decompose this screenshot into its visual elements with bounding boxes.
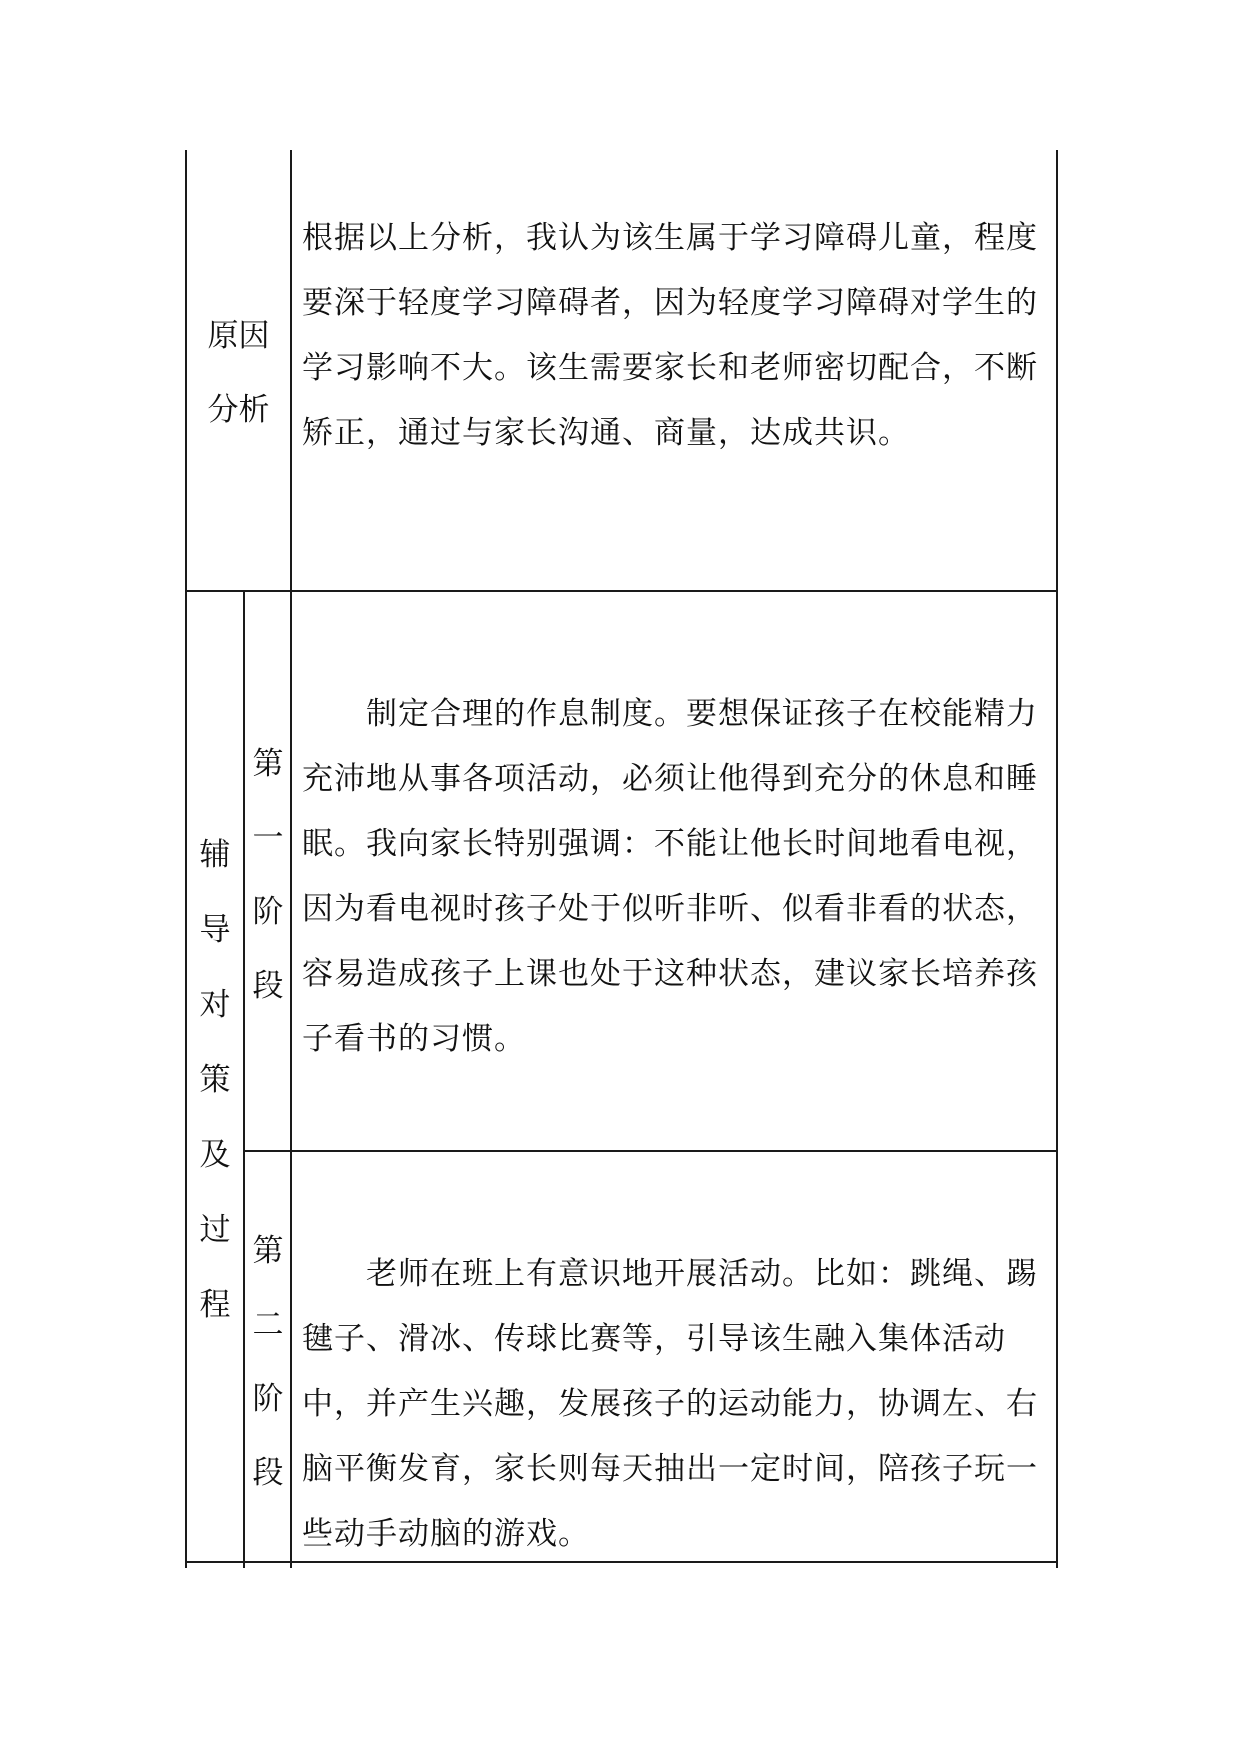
stage2-char-3: 阶: [252, 1381, 284, 1417]
guidance-char-4: 策: [199, 1062, 231, 1098]
row-divider-1: [185, 590, 1058, 592]
stage2-char-2: 二: [252, 1307, 284, 1343]
label-column-divider: [290, 150, 292, 1568]
stage1-char-3: 阶: [252, 894, 284, 930]
cause-analysis-content: 根据以上分析，我认为该生属于学习障碍儿童，程度要深于轻度学习障碍者，因为轻度学习障碍对学生的学习影响不大。该生需要家长和老师密切配合，不断矫正，通过与家长沟通、商量，达成共识。: [302, 220, 1038, 451]
cause-analysis-label: [187, 299, 290, 447]
guidance-char-6: 过: [199, 1212, 231, 1248]
guidance-char-3: 对: [199, 987, 231, 1023]
cause-analysis-label-line2: 分析: [207, 392, 270, 428]
stage2-content: 老师在班上有意识地开展活动。比如：跳绳、踢毽子、滑冰、传球比赛等，引导该生融入集体活动中，并产生兴趣，发展孩子的运动能力，协调左、右脑平衡发育，家长则每天抽出一定时间，陪孩子玩一些动手动脑的游戏。: [302, 1256, 1038, 1552]
stage1-label: [246, 727, 290, 1023]
cause-analysis-label-line1: 原因: [207, 318, 270, 354]
guidance-char-5: 及: [199, 1137, 231, 1173]
stage1-char-2: 一: [252, 820, 284, 856]
guidance-char-7: 程: [199, 1287, 231, 1323]
stage2-label: [246, 1214, 290, 1510]
stage1-char-1: 第: [252, 746, 284, 782]
row-divider-stage: [243, 1150, 1058, 1152]
stage2-char-4: 段: [252, 1455, 284, 1491]
guidance-strategy-label: [193, 818, 237, 1343]
table-right-border: [1056, 150, 1058, 1568]
guidance-char-2: 导: [199, 912, 231, 948]
stage1-char-4: 段: [252, 968, 284, 1004]
stage2-char-1: 第: [252, 1233, 284, 1269]
stage-column-divider: [243, 592, 245, 1568]
stage1-content: 制定合理的作息制度。要想保证孩子在校能精力充沛地从事各项活动，必须让他得到充分的休息和睡眠。我向家长特别强调：不能让他长时间地看电视，因为看电视时孩子处于似听非听、似看非看的状态，容易造成孩子上课也处于这种状态，建议家长培养孩子看书的习惯。: [302, 696, 1038, 1057]
guidance-char-1: 辅: [199, 837, 231, 873]
